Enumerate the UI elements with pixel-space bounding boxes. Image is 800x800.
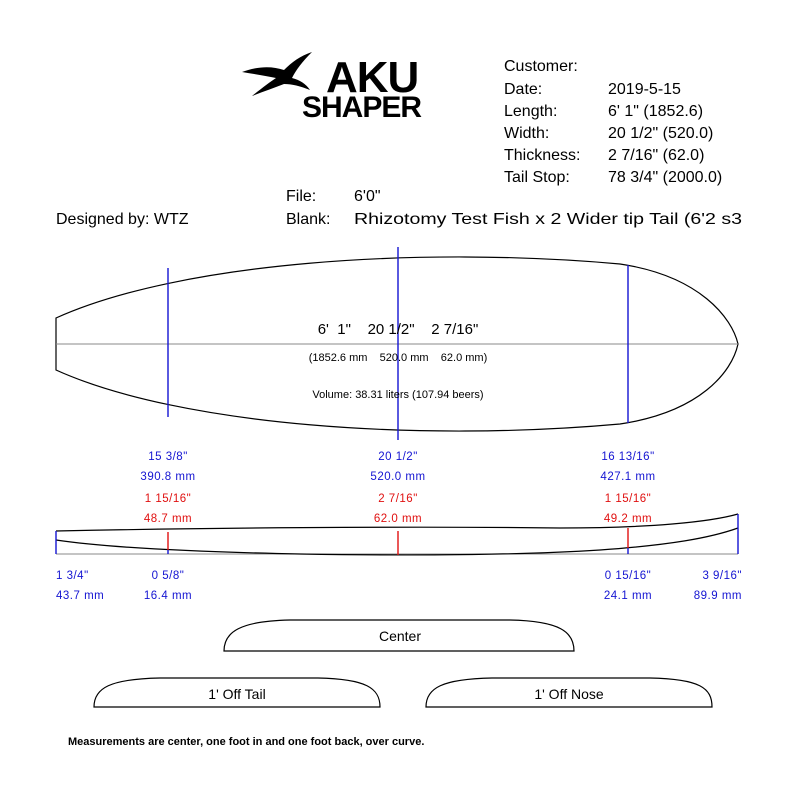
rocker-inch-nose: 0 15/16" [604, 570, 652, 582]
thickness-mm-center: 62.0 mm [373, 513, 423, 525]
outline-volume: Volume: 38.31 liters (107.94 beers) [312, 389, 484, 401]
cross-section-center [224, 620, 574, 651]
info-label-tail-stop: Tail Stop: [504, 169, 570, 186]
aku-shaper-logo [242, 52, 422, 124]
cross-section-nose [426, 678, 712, 707]
width-mm-center: 520.0 mm [370, 471, 426, 483]
thickness-inch-center: 2 7/16" [378, 493, 418, 505]
outline-dims-imperial: 6' 1" 20 1/2" 2 7/16" [317, 321, 479, 338]
rocker-mm-nose: 24.1 mm [603, 590, 653, 602]
section-label-tail: 1' Off Tail [208, 686, 266, 702]
width-inch-tail: 15 3/8" [148, 451, 188, 463]
file-value: 6'0" [354, 188, 381, 205]
cross-section-tail [94, 678, 380, 707]
info-label-length: Length: [504, 103, 558, 120]
thickness-inch-tail: 1 15/16" [144, 493, 192, 505]
width-mm-tail: 390.8 mm [140, 471, 196, 483]
rocker-mm-nose-end: 89.9 mm [693, 590, 742, 602]
thickness-inch-nose: 1 15/16" [604, 493, 652, 505]
logo-shaper-text: SHAPER [302, 91, 422, 124]
section-label-nose: 1' Off Nose [534, 686, 604, 702]
width-mm-nose: 427.1 mm [600, 471, 656, 483]
file-label: File: [286, 188, 317, 205]
designed-by: Designed by: WTZ [56, 211, 189, 228]
thickness-mm-nose: 49.2 mm [603, 513, 653, 525]
rocker-labels [56, 570, 742, 602]
bird-icon [242, 52, 312, 96]
info-value-date: 2019-5-15 [608, 81, 681, 98]
blank-value: Rhizotomy Test Fish x 2 Wider tip Tail (6'2 s3 [354, 211, 743, 228]
footer-note: Measurements are center, one foot in and one foot back, over curve. [68, 736, 425, 748]
rocker-inch-nose-end: 3 9/16" [702, 570, 742, 582]
thickness-mm-tail: 48.7 mm [143, 513, 193, 525]
rocker-mm-tail-end: 43.7 mm [56, 590, 105, 602]
logo-aku-text: AKU [326, 53, 419, 102]
rocker-inch-tail: 0 5/8" [151, 570, 185, 582]
section-label-center: Center [378, 628, 422, 644]
info-value-thickness: 2 7/16" (62.0) [608, 147, 705, 164]
info-label-date: Date: [504, 81, 543, 98]
info-label-customer: Customer: [504, 58, 578, 75]
rocker-bottom [56, 528, 738, 555]
width-inch-nose: 16 13/16" [601, 451, 655, 463]
width-labels [140, 451, 655, 483]
info-value-width: 20 1/2" (520.0) [608, 125, 714, 142]
width-inch-center: 20 1/2" [378, 451, 418, 463]
info-label-thickness: Thickness: [504, 147, 581, 164]
info-value-tail-stop: 78 3/4" (2000.0) [608, 169, 723, 186]
info-value-length: 6' 1" (1852.6) [608, 103, 704, 120]
rocker-inch-tail-end: 1 3/4" [56, 570, 89, 582]
thickness-labels [144, 493, 652, 525]
blank-label: Blank: [286, 211, 331, 228]
info-label-width: Width: [504, 125, 550, 142]
outline-dims-metric: (1852.6 mm 520.0 mm 62.0 mm) [308, 352, 488, 364]
board-outline [56, 247, 738, 440]
rocker-mm-tail: 16.4 mm [143, 590, 193, 602]
